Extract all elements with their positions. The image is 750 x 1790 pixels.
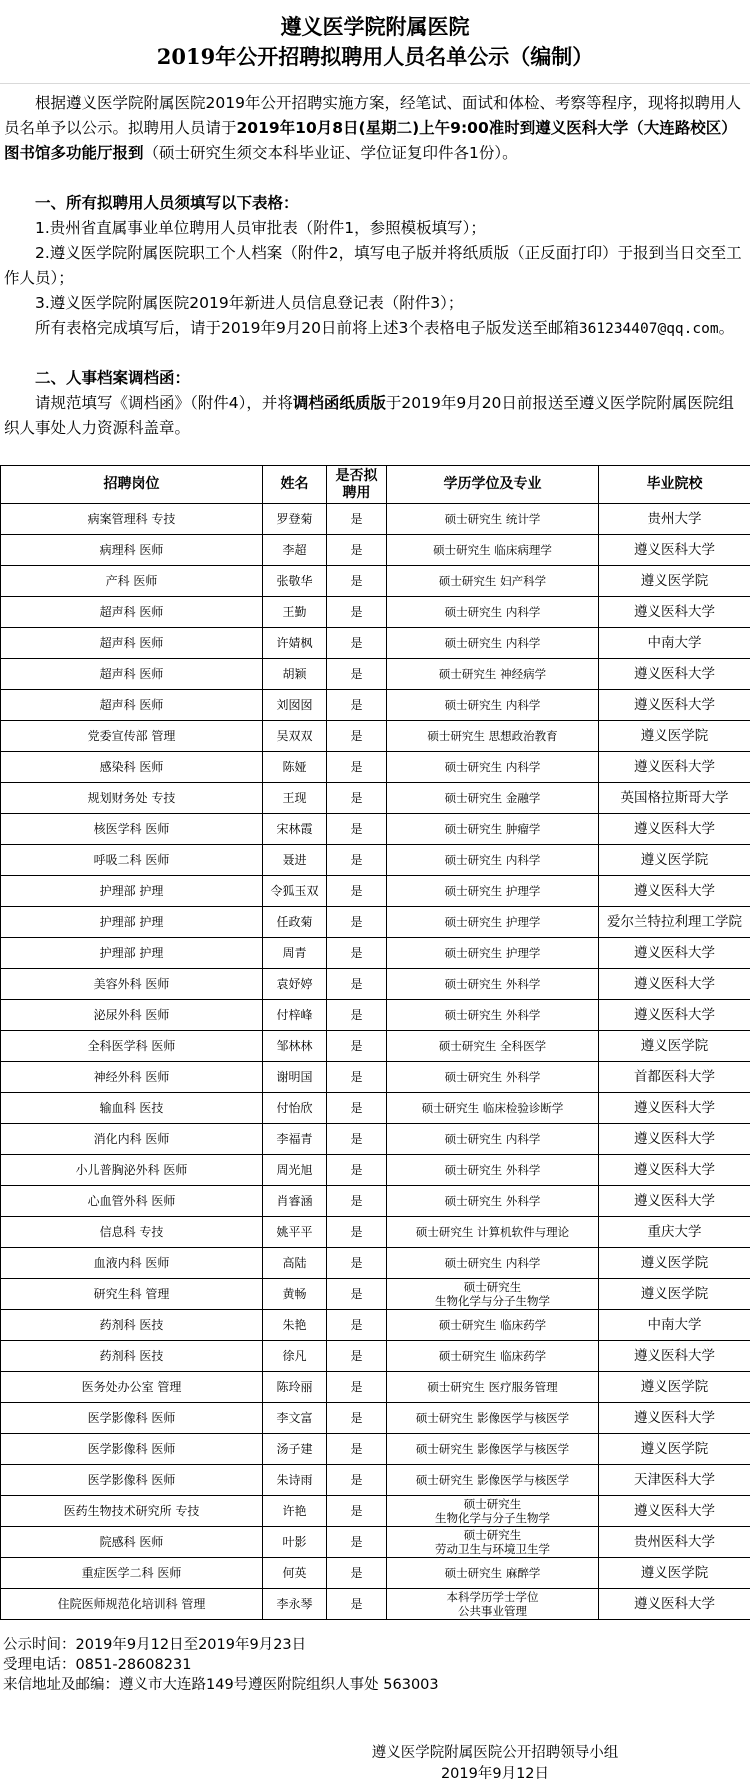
table-row (1, 969, 750, 1000)
table-row (1, 721, 750, 752)
cell-position: 医学影像科 医师 (1, 1465, 263, 1496)
cell-school: 英国格拉斯哥大学 (599, 783, 750, 814)
table-row (1, 752, 750, 783)
table-row (1, 628, 750, 659)
cell-name: 周青 (263, 938, 327, 969)
cell-school: 遵义医科大学 (599, 597, 750, 628)
cell-name: 何英 (263, 1558, 327, 1589)
table-row (1, 1031, 750, 1062)
cell-degree: 硕士研究生 思想政治教育 (387, 721, 599, 752)
table-row (1, 1248, 750, 1279)
cell-school: 遵义医科大学 (599, 752, 750, 783)
cell-hired: 是 (327, 969, 387, 1000)
cell-name: 罗登菊 (263, 504, 327, 535)
cell-school: 重庆大学 (599, 1217, 750, 1248)
cell-school: 遵义医学院 (599, 1248, 750, 1279)
cell-school: 遵义医科大学 (599, 876, 750, 907)
cell-name: 宋林霞 (263, 814, 327, 845)
cell-hired: 是 (327, 535, 387, 566)
cell-school: 遵义医科大学 (599, 1155, 750, 1186)
hiring-list-table (0, 465, 750, 1620)
cell-hired: 是 (327, 938, 387, 969)
table-body (1, 504, 750, 1620)
cell-position: 超声科 医师 (1, 597, 263, 628)
cell-hired: 是 (327, 1527, 387, 1558)
cell-hired: 是 (327, 1434, 387, 1465)
cell-school: 遵义医学院 (599, 1279, 750, 1310)
cell-degree: 硕士研究生 护理学 (387, 907, 599, 938)
email-address: 361234407@qq.com (578, 321, 719, 337)
cell-name: 付梓峰 (263, 1000, 327, 1031)
signature-date: 2019年9月12日 (440, 1766, 550, 1782)
cell-position: 病理科 医师 (1, 535, 263, 566)
cell-hired: 是 (327, 814, 387, 845)
cell-hired: 是 (327, 1248, 387, 1279)
cell-school: 遵义医科大学 (599, 1403, 750, 1434)
table-row (1, 659, 750, 690)
cell-position: 病案管理科 专技 (1, 504, 263, 535)
cell-degree: 硕士研究生 外科学 (387, 1000, 599, 1031)
cell-hired: 是 (327, 566, 387, 597)
cell-hired: 是 (327, 1496, 387, 1527)
cell-name: 胡颖 (263, 659, 327, 690)
table-row (1, 1372, 750, 1403)
cell-degree: 硕士研究生 内科学 (387, 628, 599, 659)
cell-degree: 硕士研究生 外科学 (387, 969, 599, 1000)
table-row (1, 783, 750, 814)
document-title-line1: 遵义医学院附属医院 (280, 14, 470, 39)
cell-position: 院感科 医师 (1, 1527, 263, 1558)
cell-name: 袁妤婷 (263, 969, 327, 1000)
cell-hired: 是 (327, 1217, 387, 1248)
cell-degree: 硕士研究生 医疗服务管理 (387, 1372, 599, 1403)
cell-school: 遵义医科大学 (599, 1341, 750, 1372)
table-row (1, 1124, 750, 1155)
cell-hired: 是 (327, 504, 387, 535)
cell-hired: 是 (327, 1465, 387, 1496)
archive-paragraph: 请规范填写《调档函》（附件4），并将调档函纸质版于2019年9月20日前报送至遵义医学院附属医院组织人事处人力资源科盖章。 (4, 394, 734, 437)
table-row (1, 690, 750, 721)
cell-hired: 是 (327, 1124, 387, 1155)
cell-school: 遵义医学院 (599, 1558, 750, 1589)
header-school: 毕业院校 (599, 466, 750, 504)
cell-school: 遵义医科大学 (599, 1124, 750, 1155)
table-row (1, 876, 750, 907)
cell-school: 首都医科大学 (599, 1062, 750, 1093)
cell-degree: 硕士研究生 影像医学与核医学 (387, 1465, 599, 1496)
cell-name: 谢明国 (263, 1062, 327, 1093)
cell-position: 护理部 护理 (1, 876, 263, 907)
cell-degree: 硕士研究生 统计学 (387, 504, 599, 535)
cell-degree: 硕士研究生 麻醉学 (387, 1558, 599, 1589)
table-row (1, 1434, 750, 1465)
cell-name: 吴双双 (263, 721, 327, 752)
cell-school: 遵义医科大学 (599, 814, 750, 845)
cell-school: 遵义医科大学 (599, 1589, 750, 1620)
cell-position: 医学影像科 医师 (1, 1434, 263, 1465)
cell-school: 遵义医科大学 (599, 1186, 750, 1217)
header-degree: 学历学位及专业 (387, 466, 599, 504)
cell-position: 护理部 护理 (1, 938, 263, 969)
cell-name: 张敬华 (263, 566, 327, 597)
cell-school: 遵义医学院 (599, 1031, 750, 1062)
cell-position: 住院医师规范化培训科 管理 (1, 1589, 263, 1620)
cell-name: 邹林林 (263, 1031, 327, 1062)
cell-hired: 是 (327, 1589, 387, 1620)
table-row (1, 1217, 750, 1248)
cell-degree: 硕士研究生 生物化学与分子生物学 (387, 1279, 599, 1310)
cell-name: 李文富 (263, 1403, 327, 1434)
cell-name: 付怡欣 (263, 1093, 327, 1124)
signature-org: 遵义医学院附属医院公开招聘领导小组 (371, 1745, 619, 1761)
cell-degree: 硕士研究生 内科学 (387, 752, 599, 783)
cell-school: 遵义医科大学 (599, 1496, 750, 1527)
cell-hired: 是 (327, 876, 387, 907)
table-row (1, 1341, 750, 1372)
cell-position: 心血管外科 医师 (1, 1186, 263, 1217)
cell-hired: 是 (327, 907, 387, 938)
cell-hired: 是 (327, 1031, 387, 1062)
cell-position: 血液内科 医师 (1, 1248, 263, 1279)
cell-school: 贵州医科大学 (599, 1527, 750, 1558)
cell-degree: 硕士研究生 全科医学 (387, 1031, 599, 1062)
cell-hired: 是 (327, 1341, 387, 1372)
cell-position: 医务处办公室 管理 (1, 1372, 263, 1403)
cell-school: 遵义医科大学 (599, 938, 750, 969)
cell-degree: 硕士研究生 临床病理学 (387, 535, 599, 566)
table-row (1, 938, 750, 969)
table-row (1, 535, 750, 566)
cell-degree: 硕士研究生 妇产科学 (387, 566, 599, 597)
cell-position: 消化内科 医师 (1, 1124, 263, 1155)
cell-hired: 是 (327, 597, 387, 628)
cell-school: 天津医科大学 (599, 1465, 750, 1496)
table-row (1, 845, 750, 876)
cell-school: 中南大学 (599, 1310, 750, 1341)
cell-hired: 是 (327, 1372, 387, 1403)
cell-degree: 硕士研究生 护理学 (387, 938, 599, 969)
cell-hired: 是 (327, 752, 387, 783)
cell-degree: 硕士研究生 神经病学 (387, 659, 599, 690)
section-heading-forms: 一、所有拟聘用人员须填写以下表格： (35, 194, 299, 212)
cell-school: 遵义医科大学 (599, 1093, 750, 1124)
cell-position: 研究生科 管理 (1, 1279, 263, 1310)
cell-hired: 是 (327, 1310, 387, 1341)
table-row (1, 1527, 750, 1558)
cell-position: 药剂科 医技 (1, 1341, 263, 1372)
cell-name: 聂进 (263, 845, 327, 876)
cell-hired: 是 (327, 659, 387, 690)
cell-degree: 硕士研究生 临床检验诊断学 (387, 1093, 599, 1124)
table-row (1, 597, 750, 628)
cell-position: 呼吸二科 医师 (1, 845, 263, 876)
cell-position: 重症医学二科 医师 (1, 1558, 263, 1589)
cell-degree: 硕士研究生 护理学 (387, 876, 599, 907)
cell-name: 汤子建 (263, 1434, 327, 1465)
cell-position: 产科 医师 (1, 566, 263, 597)
table-row (1, 1465, 750, 1496)
cell-degree: 硕士研究生 外科学 (387, 1062, 599, 1093)
cell-school: 遵义医学院 (599, 845, 750, 876)
cell-school: 遵义医科大学 (599, 1000, 750, 1031)
table-row (1, 1279, 750, 1310)
cell-name: 陈娅 (263, 752, 327, 783)
cell-position: 美容外科 医师 (1, 969, 263, 1000)
document-title-line2: 2019年公开招聘拟聘用人员名单公示（编制） (156, 44, 594, 69)
cell-position: 超声科 医师 (1, 690, 263, 721)
cell-school: 遵义医科大学 (599, 659, 750, 690)
cell-school: 遵义医学院 (599, 1372, 750, 1403)
header-hired: 是否拟聘用 (327, 466, 387, 504)
cell-name: 李超 (263, 535, 327, 566)
cell-degree: 硕士研究生 内科学 (387, 845, 599, 876)
cell-degree: 硕士研究生 影像医学与核医学 (387, 1434, 599, 1465)
cell-degree: 硕士研究生 影像医学与核医学 (387, 1403, 599, 1434)
cell-position: 超声科 医师 (1, 659, 263, 690)
cell-hired: 是 (327, 1000, 387, 1031)
cell-degree: 硕士研究生 劳动卫生与环境卫生学 (387, 1527, 599, 1558)
cell-name: 刘囡囡 (263, 690, 327, 721)
cell-degree: 硕士研究生 金融学 (387, 783, 599, 814)
cell-name: 李永琴 (263, 1589, 327, 1620)
cell-name: 朱艳 (263, 1310, 327, 1341)
cell-position: 信息科 专技 (1, 1217, 263, 1248)
cell-position: 医药生物技术研究所 专技 (1, 1496, 263, 1527)
cell-name: 令狐玉双 (263, 876, 327, 907)
header-position: 招聘岗位 (1, 466, 263, 504)
cell-school: 爱尔兰特拉利理工学院 (599, 907, 750, 938)
cell-name: 高陆 (263, 1248, 327, 1279)
cell-hired: 是 (327, 783, 387, 814)
cell-degree: 硕士研究生 计算机软件与理论 (387, 1217, 599, 1248)
cell-position: 感染科 医师 (1, 752, 263, 783)
mailing-address: 来信地址及邮编：遵义市大连路149号遵医附院组织人事处 563003 (3, 1677, 439, 1693)
table-row (1, 1155, 750, 1186)
cell-school: 遵义医学院 (599, 566, 750, 597)
table-row (1, 1093, 750, 1124)
section-heading-archives: 二、人事档案调档函： (35, 369, 191, 387)
cell-hired: 是 (327, 690, 387, 721)
cell-degree: 硕士研究生 外科学 (387, 1155, 599, 1186)
cell-degree: 硕士研究生 内科学 (387, 597, 599, 628)
cell-hired: 是 (327, 1186, 387, 1217)
form-item-1: 1.贵州省直属事业单位聘用人员审批表（附件1，参照模板填写）； (35, 219, 486, 237)
cell-degree: 硕士研究生 外科学 (387, 1186, 599, 1217)
cell-name: 黄畅 (263, 1279, 327, 1310)
cell-position: 医学影像科 医师 (1, 1403, 263, 1434)
table-header-row (1, 466, 750, 504)
cell-name: 王勤 (263, 597, 327, 628)
cell-school: 遵义医学院 (599, 1434, 750, 1465)
cell-hired: 是 (327, 1155, 387, 1186)
intro-paragraph: 根据遵义医学院附属医院2019年公开招聘实施方案，经笔试、面试和体检、考察等程序，现将拟聘用人员名单予以公示。拟聘用人员请于2019年10月8日(星期二)上午9:00准时到遵义医科大学（大连路校区）图书馆多功能厅报到（硕士研究生须交本科毕业证、学位证复印件各1份）。 (4, 94, 741, 162)
contact-phone: 受理电话：0851-28608231 (3, 1657, 192, 1673)
cell-hired: 是 (327, 1062, 387, 1093)
table-row (1, 504, 750, 535)
cell-position: 超声科 医师 (1, 628, 263, 659)
cell-position: 小儿普胸泌外科 医师 (1, 1155, 263, 1186)
cell-degree: 硕士研究生 内科学 (387, 1248, 599, 1279)
table-row (1, 1186, 750, 1217)
cell-name: 徐凡 (263, 1341, 327, 1372)
cell-school: 遵义医科大学 (599, 969, 750, 1000)
cell-position: 神经外科 医师 (1, 1062, 263, 1093)
form-item-2: 2.遵义医学院附属医院职工个人档案（附件2，填写电子版并将纸质版（正反面打印）于报到当日交至工作人员）； (4, 244, 742, 287)
cell-degree: 硕士研究生 临床药学 (387, 1310, 599, 1341)
table-row (1, 1000, 750, 1031)
cell-name: 许艳 (263, 1496, 327, 1527)
cell-name: 朱诗雨 (263, 1465, 327, 1496)
cell-name: 叶影 (263, 1527, 327, 1558)
cell-hired: 是 (327, 845, 387, 876)
table-row (1, 1589, 750, 1620)
cell-position: 全科医学科 医师 (1, 1031, 263, 1062)
table-row (1, 1062, 750, 1093)
table-row (1, 814, 750, 845)
cell-name: 姚平平 (263, 1217, 327, 1248)
table-row (1, 1310, 750, 1341)
cell-school: 遵义医科大学 (599, 535, 750, 566)
cell-school: 中南大学 (599, 628, 750, 659)
table-row (1, 907, 750, 938)
table-row (1, 566, 750, 597)
cell-hired: 是 (327, 1279, 387, 1310)
cell-hired: 是 (327, 1403, 387, 1434)
cell-hired: 是 (327, 721, 387, 752)
cell-name: 任政菊 (263, 907, 327, 938)
cell-name: 许婧枫 (263, 628, 327, 659)
cell-position: 规划财务处 专技 (1, 783, 263, 814)
cell-hired: 是 (327, 1093, 387, 1124)
cell-degree: 硕士研究生 肿瘤学 (387, 814, 599, 845)
email-paragraph: 所有表格完成填写后，请于2019年9月20日前将上述3个表格电子版发送至邮箱361234407@qq.com。 (35, 319, 735, 337)
announcement-period: 公示时间：2019年9月12日至2019年9月23日 (3, 1637, 307, 1653)
cell-position: 党委宣传部 管理 (1, 721, 263, 752)
cell-hired: 是 (327, 628, 387, 659)
cell-name: 李福青 (263, 1124, 327, 1155)
cell-school: 遵义医学院 (599, 721, 750, 752)
form-item-3: 3.遵义医学院附属医院2019年新进人员信息登记表（附件3）； (35, 294, 464, 312)
cell-school: 遵义医科大学 (599, 690, 750, 721)
header-name: 姓名 (263, 466, 327, 504)
cell-position: 泌尿外科 医师 (1, 1000, 263, 1031)
cell-school: 贵州大学 (599, 504, 750, 535)
table-row (1, 1403, 750, 1434)
cell-name: 周光旭 (263, 1155, 327, 1186)
cell-hired: 是 (327, 1558, 387, 1589)
cell-position: 药剂科 医技 (1, 1310, 263, 1341)
cell-degree: 硕士研究生 内科学 (387, 690, 599, 721)
table-row (1, 1558, 750, 1589)
cell-position: 核医学科 医师 (1, 814, 263, 845)
cell-position: 输血科 医技 (1, 1093, 263, 1124)
cell-name: 肖睿涵 (263, 1186, 327, 1217)
cell-name: 王现 (263, 783, 327, 814)
cell-degree: 硕士研究生 生物化学与分子生物学 (387, 1496, 599, 1527)
cell-degree: 硕士研究生 内科学 (387, 1124, 599, 1155)
cell-name: 陈玲丽 (263, 1372, 327, 1403)
cell-position: 护理部 护理 (1, 907, 263, 938)
cell-degree: 硕士研究生 临床药学 (387, 1341, 599, 1372)
cell-degree: 本科学历学士学位 公共事业管理 (387, 1589, 599, 1620)
table-row (1, 1496, 750, 1527)
